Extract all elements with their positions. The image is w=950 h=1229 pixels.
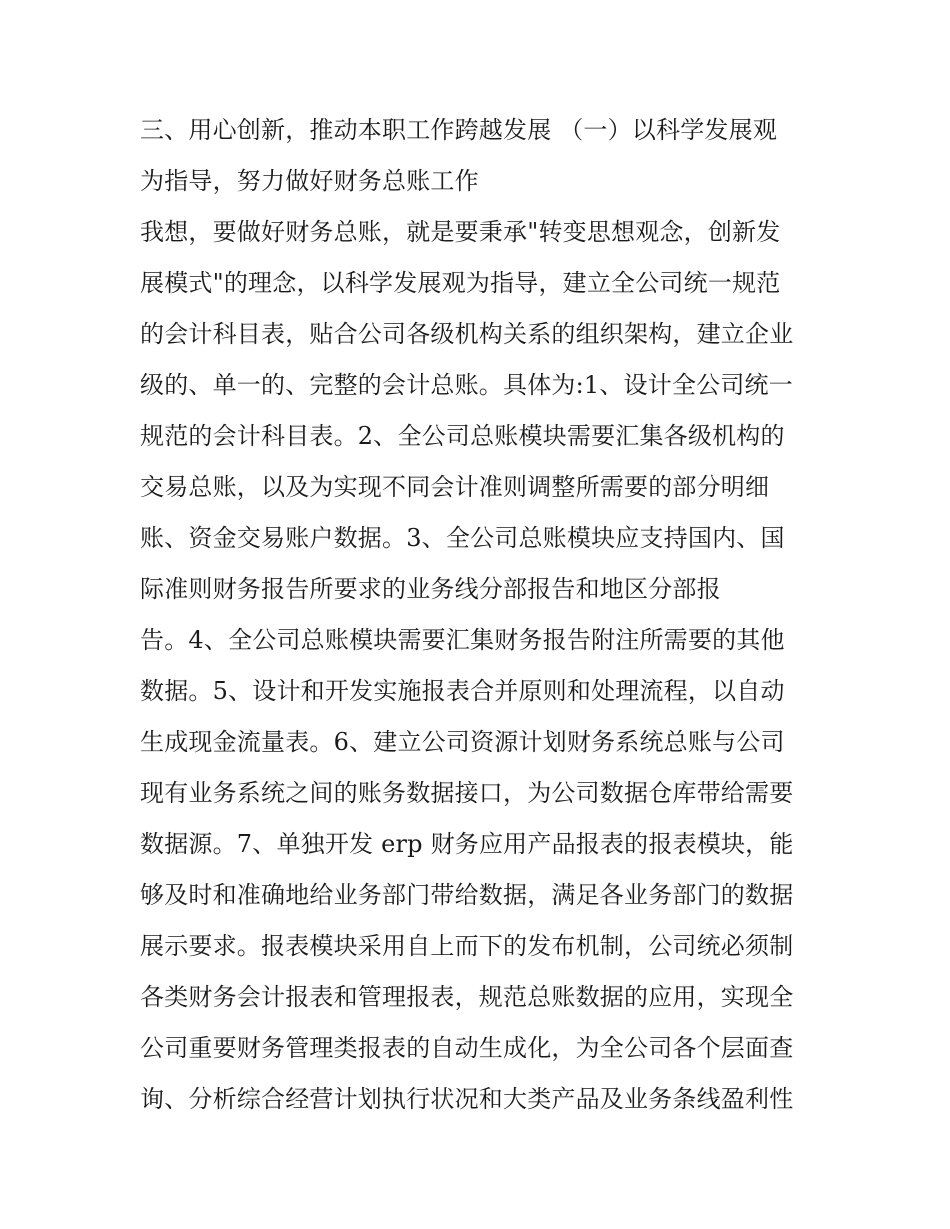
paragraph-line: 际准则财务报告所要求的业务线分部报告和地区分部报	[140, 575, 721, 603]
paragraph-line: 够及时和准确地给业务部门带给数据，满足各业务部门的数据	[140, 881, 794, 909]
paragraph-line: 的会计科目表，贴合公司各级机构关系的组织架构，建立企业	[140, 320, 794, 348]
paragraph-line: 公司重要财务管理类报表的自动生成化，为全公司各个层面查	[140, 1034, 794, 1062]
paragraph-line: 数据。5、设计和开发实施报表合并原则和处理流程，以自动	[140, 677, 785, 705]
paragraph-line: 各类财务会计报表和管理报表，规范总账数据的应用，实现全	[140, 983, 794, 1011]
paragraph-line: 数据源。7、单独开发 erp 财务应用产品报表的报表模块，能	[140, 830, 794, 858]
paragraph-line: 询、分析综合经营计划执行状况和大类产品及业务条线盈利性	[140, 1085, 794, 1113]
paragraph-line: 现有业务系统之间的账务数据接口，为公司数据仓库带给需要	[140, 779, 794, 807]
document-body	[140, 105, 815, 1125]
paragraph-line: 生成现金流量表。6、建立公司资源计划财务系统总账与公司	[140, 728, 785, 756]
paragraph-line: 交易总账，以及为实现不同会计准则调整所需要的部分明细	[140, 473, 770, 501]
paragraph-line: 级的、单一的、完整的会计总账。具体为:1、设计全公司统一	[140, 371, 793, 399]
paragraph-line: 账、资金交易账户数据。3、全公司总账模块应支持国内、国	[140, 524, 785, 552]
paragraph-line: 告。4、全公司总账模块需要汇集财务报告附注所需要的其他	[140, 626, 785, 654]
paragraph-line: 我想，要做好财务总账，就是要秉承"转变思想观念，创新发	[140, 218, 781, 246]
paragraph-line: 规范的会计科目表。2、全公司总账模块需要汇集各级机构的	[140, 422, 785, 450]
paragraph-line: 展模式"的理念，以科学发展观为指导，建立全公司统一规范	[140, 269, 781, 297]
section-heading-line-1: 三、用心创新，推动本职工作跨越发展 （一）以科学发展观	[140, 116, 778, 144]
paragraph-line: 展示要求。报表模块采用自上而下的发布机制，公司统必须制	[140, 932, 794, 960]
section-heading-line-2: 为指导，努力做好财务总账工作	[140, 167, 479, 195]
